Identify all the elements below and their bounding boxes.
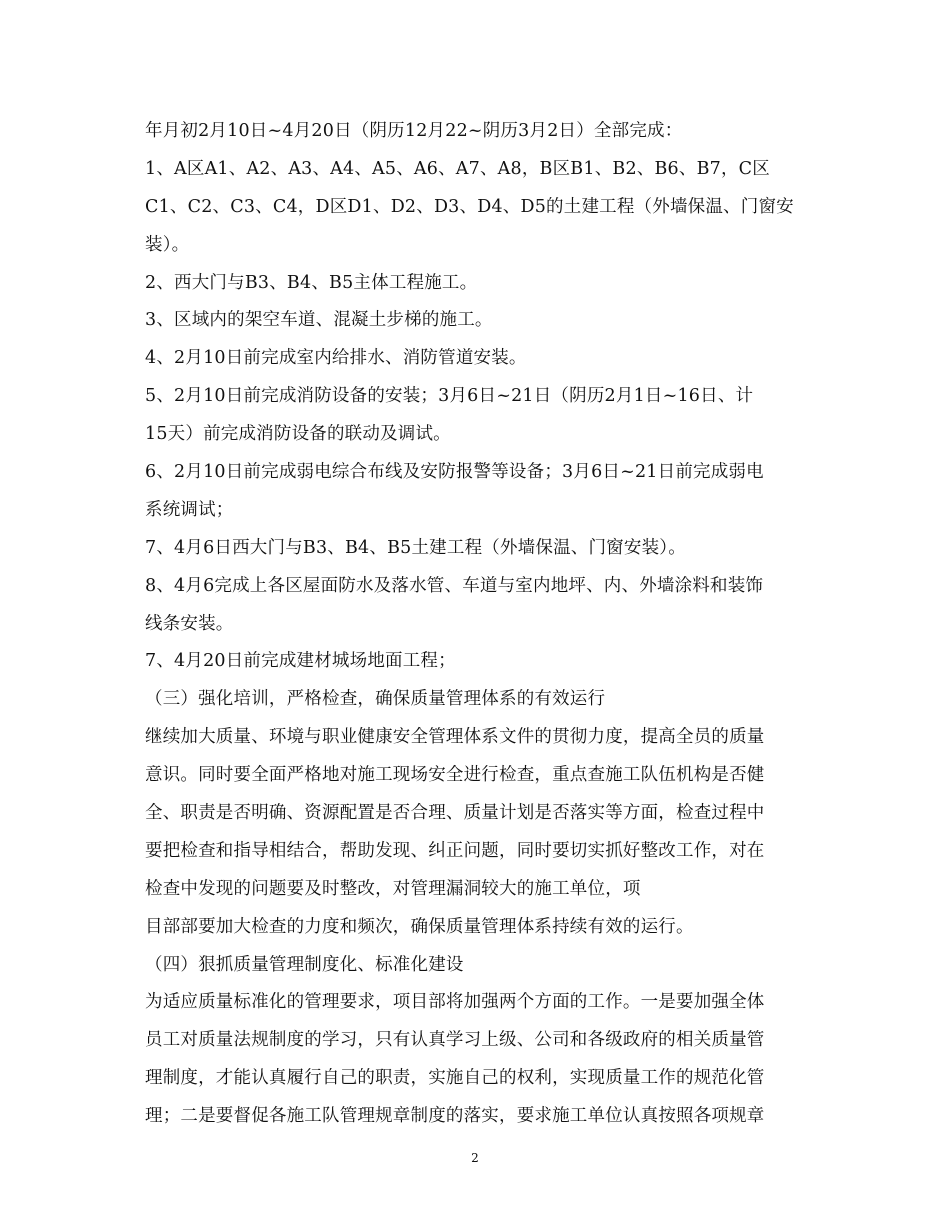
- text-line: 继续加大质量、环境与职业健康安全管理体系文件的贯彻力度，提高全员的质量: [145, 727, 765, 748]
- page-number: 2: [471, 1151, 479, 1165]
- text-line: 检查中发现的问题要及时整改，对管理漏洞较大的施工单位，项: [145, 878, 641, 899]
- text-line: 线条安装。: [145, 613, 234, 634]
- text-line: 5、2月10日前完成消防设备的安装；3月6日~21日（阴历2月1日~16日、计: [145, 386, 754, 407]
- text-line: 理；二是要督促各施工队管理规章制度的落实，要求施工单位认真按照各项规章: [145, 1106, 765, 1127]
- text-line: 3、区域内的架空车道、混凝土步梯的施工。: [145, 310, 493, 331]
- text-line: 目部部要加大检查的力度和频次，确保质量管理体系持续有效的运行。: [145, 916, 694, 937]
- text-line: 全、职责是否明确、资源配置是否合理、质量计划是否落实等方面，检查过程中: [145, 803, 765, 824]
- text-line: C1、C2、C3、C4，D区D1、D2、D3、D4、D5的土建工程（外墙保温、门窗安: [145, 196, 794, 217]
- text-line: 要把检查和指导相结合，帮助发现、纠正问题，同时要切实抓好整改工作，对在: [145, 840, 765, 861]
- text-line: 15天）前完成消防设备的联动及调试。: [145, 424, 451, 445]
- text-line: 6、2月10日前完成弱电综合布线及安防报警等设备；3月6日~21日前完成弱电: [145, 462, 764, 483]
- text-line: 装）。: [145, 234, 190, 255]
- text-line: 意识。同时要全面严格地对施工现场安全进行检查，重点查施工队伍机构是否健: [145, 765, 765, 786]
- text-line: 理制度，才能认真履行自己的职责，实施自己的权利，实现质量工作的规范化管: [145, 1068, 765, 1089]
- text-line: 1、A区A1、A2、A3、A4、A5、A6、A7、A8，B区B1、B2、B6、B7，C区: [145, 158, 770, 179]
- text-line: 4、2月10日前完成室内给排水、消防管道安装。: [145, 348, 527, 369]
- text-line: 2、西大门与B3、B4、B5主体工程施工。: [145, 272, 478, 293]
- text-line: 8、4月6完成上各区屋面防水及落水管、车道与室内地坪、内、外墙涂料和装饰: [145, 575, 764, 596]
- text-line: 7、4月6日西大门与B3、B4、B5土建工程（外墙保温、门窗安装）。: [145, 537, 686, 558]
- text-line: 年月初2月10日~4月20日（阴历12月22~阴历3月2日）全部完成：: [145, 121, 683, 141]
- body-text: [145, 113, 805, 1136]
- text-line: 系统调试；: [145, 499, 234, 520]
- text-line: （四）狠抓质量管理制度化、标准化建设: [145, 954, 464, 975]
- text-line: 为适应质量标准化的管理要求，项目部将加强两个方面的工作。一是要加强全体: [145, 992, 765, 1013]
- text-line: （三）强化培训，严格检查，确保质量管理体系的有效运行: [145, 689, 606, 710]
- text-line: 员工对质量法规制度的学习，只有认真学习上级、公司和各级政府的相关质量管: [145, 1030, 765, 1051]
- text-line: 7、4月20日前完成建材城场地面工程；: [145, 651, 456, 672]
